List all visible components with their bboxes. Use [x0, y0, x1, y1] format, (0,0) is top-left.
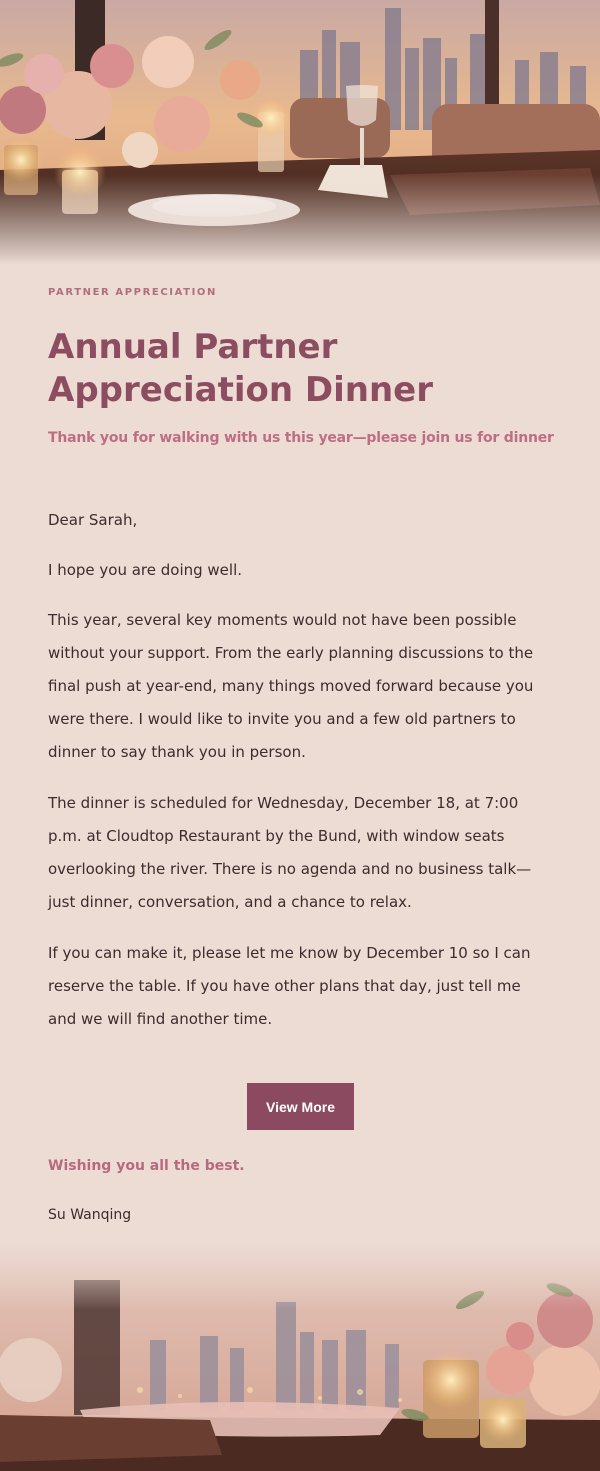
body-paragraph: This year, several key moments would not have been possible without your support. From the early planning discussions to the final push at year-end, many things moved forward because you were there. I would like to invite you and a few old partners to dinner to say thank you in person.: [48, 611, 534, 761]
dinner-table-hero-image: [0, 0, 600, 265]
body-paragraph: The dinner is scheduled for Wednesday, December 18, at 7:00 p.m. at Cloudtop Restaurant by the Bund, with window seats overlooking the river. There is no agenda and no business talk—just dinner, conversation, and a chance to relax.: [48, 794, 532, 911]
signature: Su Wanqing: [48, 1207, 132, 1223]
view-more-button[interactable]: View More: [247, 1083, 354, 1130]
body-paragraph: I hope you are doing well.: [48, 561, 243, 579]
greeting: Dear Sarah,: [48, 511, 138, 529]
body-paragraph: If you can make it, please let me know by December 10 so I can reserve the table. If you have other plans that day, just tell me and we will find another time.: [48, 944, 531, 1028]
page-title: Annual Partner Appreciation Dinner: [48, 327, 433, 410]
subtitle: Thank you for walking with us this year—please join us for dinner: [48, 430, 554, 446]
dinner-table-footer-image: [0, 1240, 600, 1471]
eyebrow-label: PARTNER APPRECIATION: [48, 287, 217, 298]
closing-line: Wishing you all the best.: [48, 1158, 245, 1174]
